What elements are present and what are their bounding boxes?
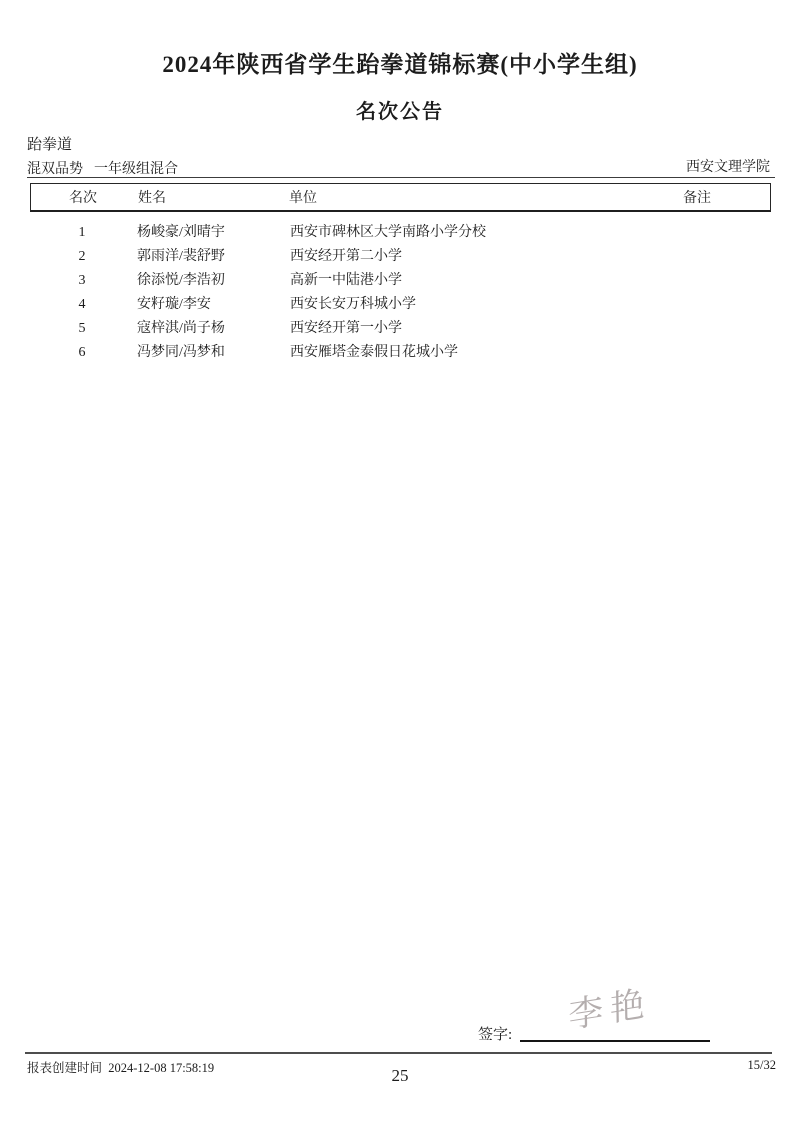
rank-cell: 1: [78, 225, 86, 240]
name-cell: 杨峻豪/刘晴宇: [137, 225, 225, 240]
unit-cell: 西安经开第一小学: [290, 321, 402, 336]
event-group-line: [27, 158, 178, 178]
event-label: 混双品势: [27, 162, 83, 177]
rank-cell: 3: [78, 273, 86, 288]
organization-label: 西安文理学院: [686, 160, 770, 175]
table-row: [0, 221, 800, 245]
page-number: 25: [391, 1066, 409, 1085]
footer-rule: [25, 1052, 772, 1054]
table-top-rule: [27, 177, 775, 178]
table-row: [0, 293, 800, 317]
sport-label: 跆拳道: [27, 137, 73, 153]
signature-line: [520, 1040, 710, 1042]
rank-cell: 6: [78, 345, 86, 360]
header-rank: 名次: [69, 191, 97, 206]
signature-handwriting: 李艳: [568, 983, 652, 1036]
signature-label: 签字:: [478, 1027, 513, 1043]
page-subtitle: 名次公告: [356, 101, 444, 123]
results-table-header: [30, 183, 771, 212]
name-cell: 徐添悦/李浩初: [137, 273, 225, 288]
unit-cell: 西安长安万科城小学: [290, 297, 416, 312]
results-rows: [0, 221, 800, 365]
rank-cell: 5: [78, 321, 86, 336]
unit-cell: 西安雁塔金泰假日花城小学: [290, 345, 458, 360]
rank-cell: 4: [78, 297, 86, 312]
group-label: 一年级组混合: [94, 162, 178, 177]
name-cell: 寇梓淇/尚子杨: [137, 321, 225, 336]
page-title: 2024年陕西省学生跆拳道锦标赛(中小学生组): [162, 52, 638, 77]
unit-cell: 西安市碑林区大学南路小学分校: [290, 225, 486, 240]
unit-cell: 高新一中陆港小学: [290, 273, 402, 288]
sheet-counter: 15/32: [747, 1058, 776, 1072]
report-created-timestamp: 报表创建时间 2024-12-08 17:58:19: [27, 1061, 215, 1075]
header-remark: 备注: [683, 191, 711, 206]
unit-cell: 西安经开第二小学: [290, 249, 402, 264]
table-row: [0, 341, 800, 365]
name-cell: 郭雨洋/裴舒野: [137, 249, 225, 264]
table-row: [0, 269, 800, 293]
name-cell: 安籽璇/李安: [137, 297, 211, 312]
table-row: [0, 317, 800, 341]
rank-cell: 2: [78, 249, 86, 264]
name-cell: 冯梦同/冯梦和: [137, 345, 225, 360]
header-name: 姓名: [138, 191, 166, 206]
table-row: [0, 245, 800, 269]
header-unit: 单位: [289, 191, 317, 206]
